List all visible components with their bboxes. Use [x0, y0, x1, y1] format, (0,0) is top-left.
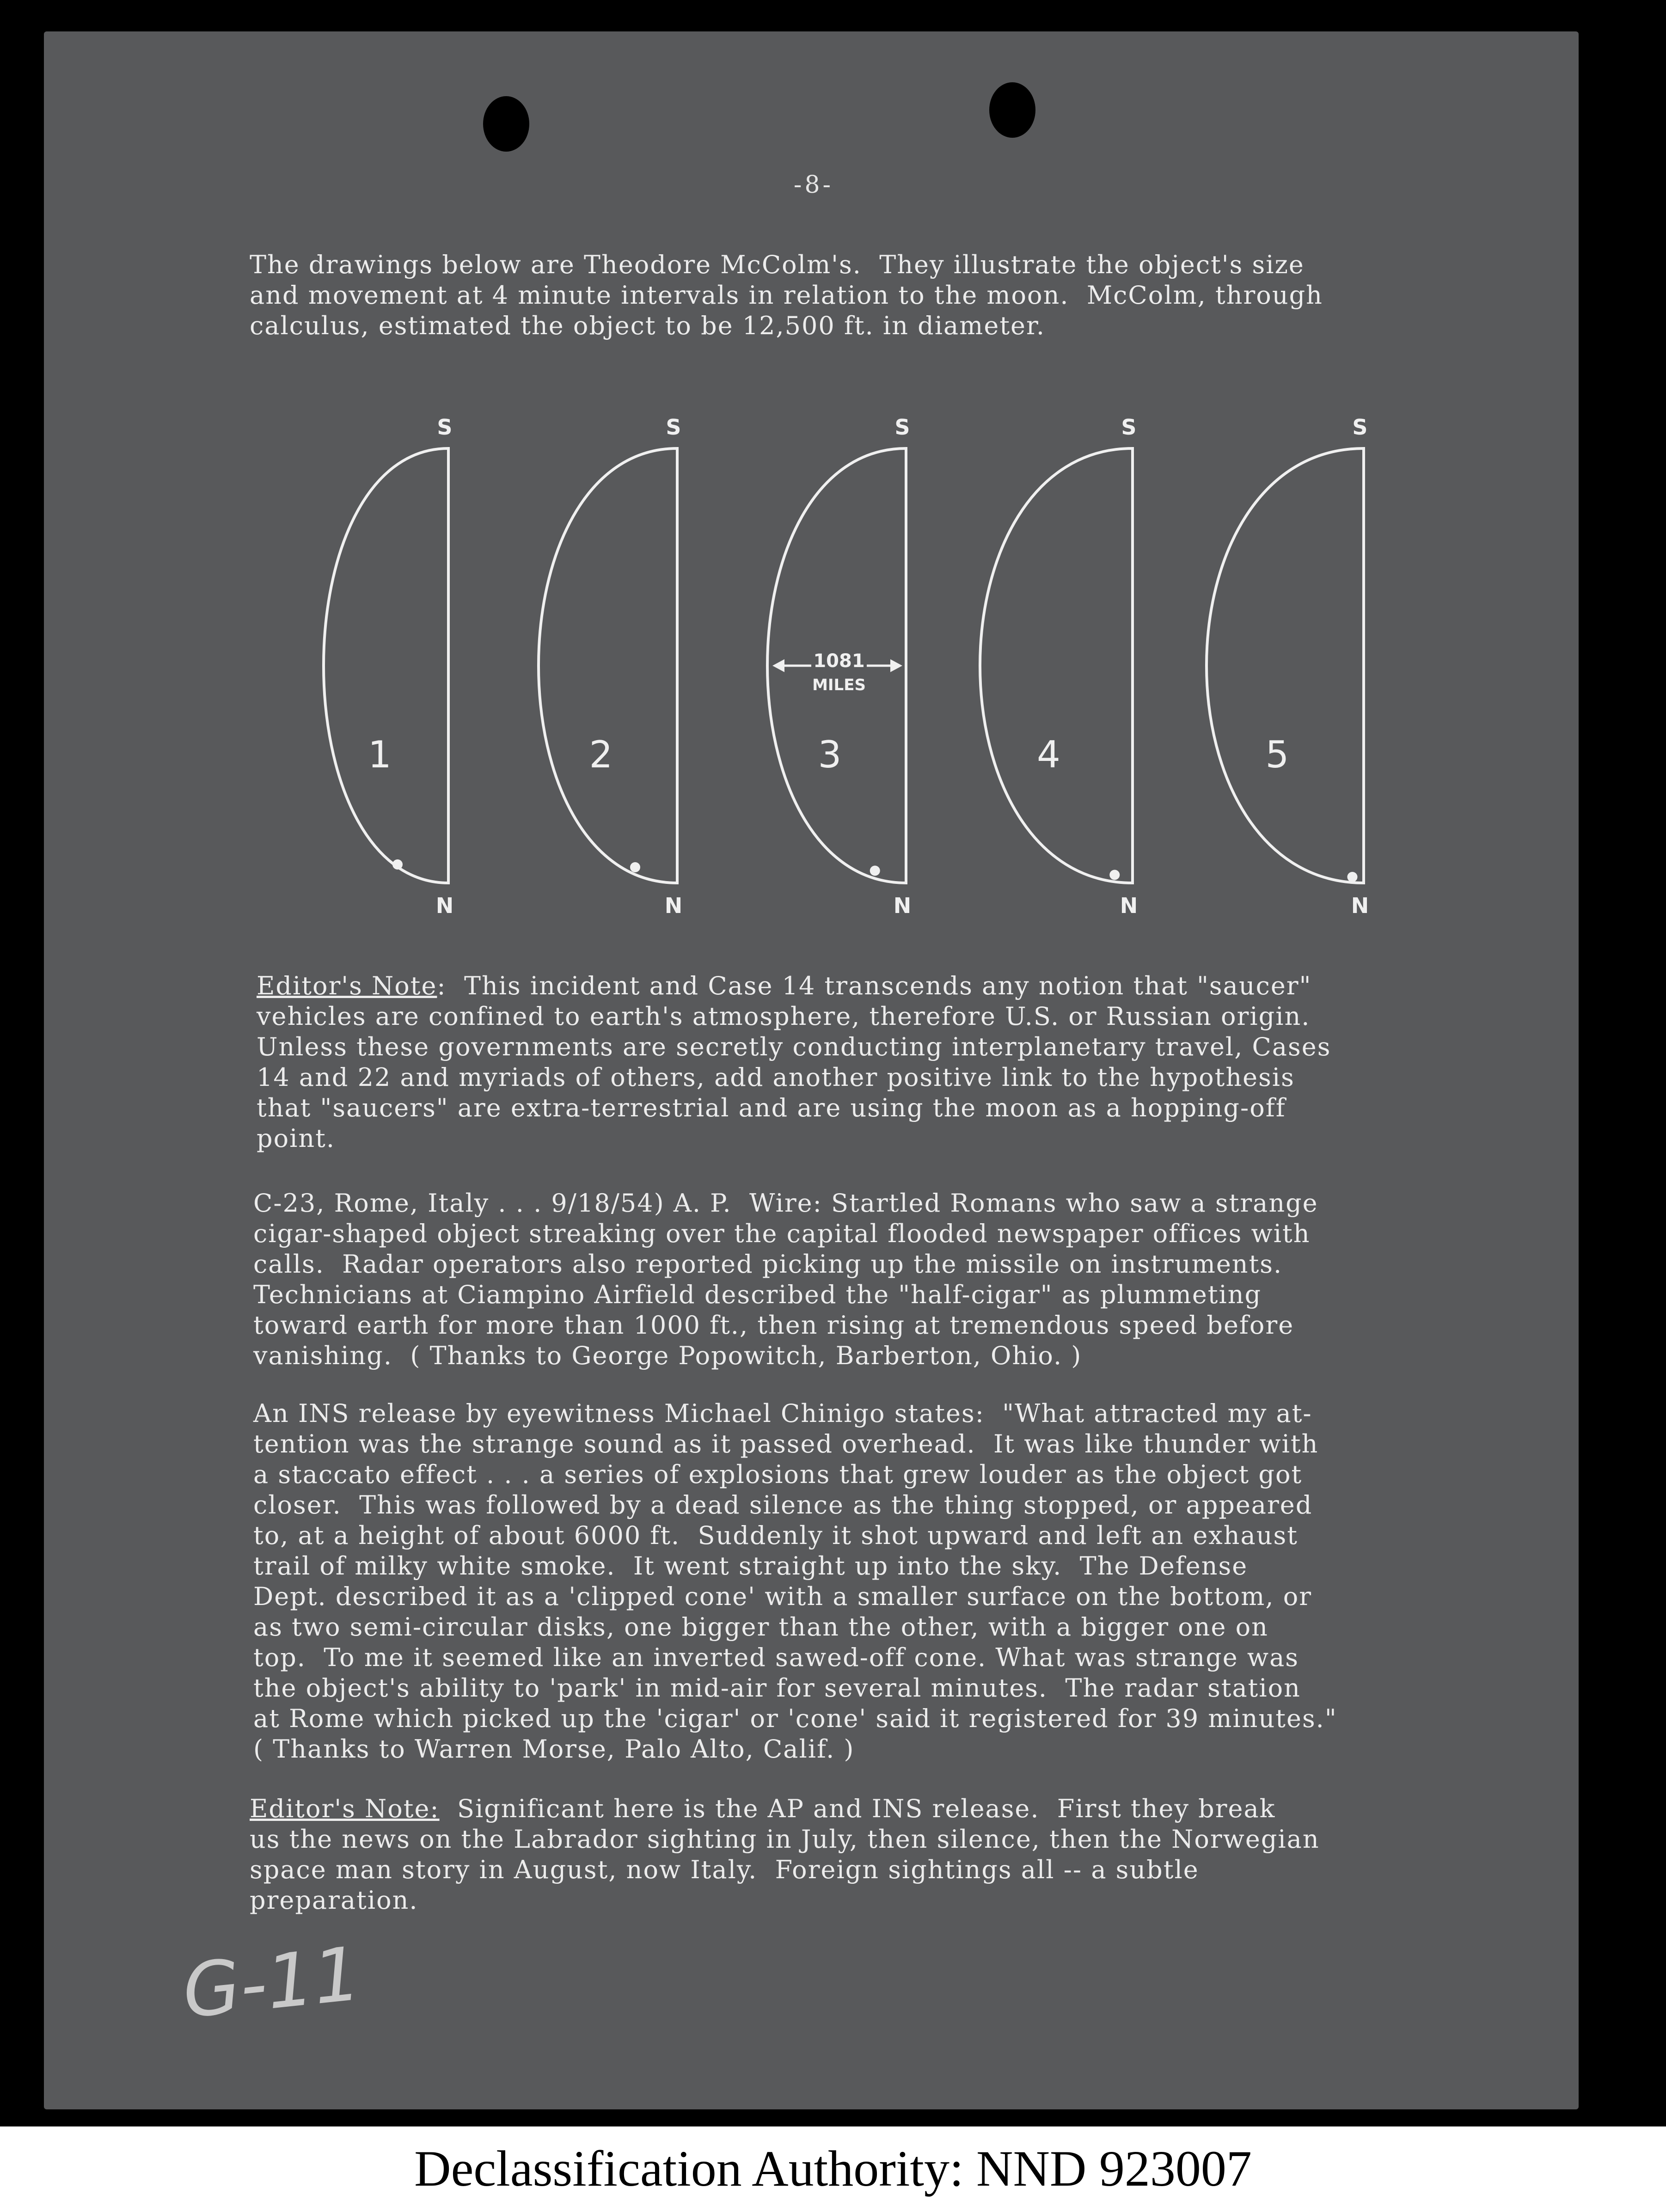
moon-outline-2	[539, 448, 677, 883]
object-dot	[1348, 872, 1358, 882]
south-label: S	[894, 415, 910, 440]
punch-hole-right	[989, 82, 1035, 138]
panel-number: 4	[1037, 733, 1060, 776]
north-label: N	[664, 893, 683, 918]
measure-unit: MILES	[812, 676, 866, 694]
editors-note-1-heading: Editor's Note	[257, 971, 437, 1000]
north-label: N	[1120, 893, 1138, 918]
editors-note-1	[257, 971, 1331, 1154]
object-dot	[392, 859, 403, 870]
ins-release-paragraph: An INS release by eyewitness Michael Chinigo states: "What attracted my at- tention was the strange sound as it passed overhead. It was like thunder with a staccato effect . . . a series of explosions that grew louder as the object got closer. This was followed by a dead silence as the thing stopped, or appeared to, at a height of about 6000 ft. Suddenly it shot upward and left an exhaust trail of milky white smoke. It went straight up into the sky. The Defense Dept. described it as a 'clipped cone' with a smaller surface on the bottom, or as two semi-circular disks, one bigger than the other, with a bigger one on top. To me it seemed like an inverted sawed-off cone. What was strange was the object's ability to 'park' in mid-air for several minutes. The radar station at Rome which picked up the 'cigar' or 'cone' said it registered for 39 minutes." ( Thanks to Warren Morse, Palo Alto, Calif. )	[253, 1399, 1337, 1764]
measure-value: 1081	[813, 650, 865, 672]
moon-outline-1	[324, 448, 448, 883]
editors-note-2-text: Significant here is the AP and INS release. First they break us the news on the Labrador sighting in July, then silence, then the Norwegian space man story in August, now Italy. Foreign sightings all -- a subtle preparation.	[250, 1794, 1320, 1915]
moon-transit-figure	[259, 407, 1433, 943]
moon-outline-4	[980, 448, 1133, 883]
handwritten-mark: G-11	[178, 1930, 365, 2035]
page-number: -8-	[793, 171, 834, 199]
north-label: N	[893, 893, 912, 918]
editors-note-2-heading: Editor's Note:	[250, 1794, 440, 1823]
north-label: N	[435, 893, 454, 918]
editors-note-1-text: : This incident and Case 14 transcends any notion that "saucer" vehicles are confined to earth's atmosphere, therefore U.S. or Russian origin. Unless these governments are secretly conducting interplanetary travel, Cases 14 and 22 and myriads of others, add another positive link to the hypothesis that "saucers" are extra-terrestrial and are using the moon as a hopping-off point.	[257, 971, 1331, 1153]
arrow-left-icon	[772, 659, 784, 672]
panel-number: 3	[818, 733, 842, 776]
punch-hole-left	[483, 96, 529, 152]
panel-number: 2	[589, 733, 613, 776]
south-label: S	[1121, 415, 1137, 440]
intro-paragraph: The drawings below are Theodore McColm's. They illustrate the object's size and movement at 4 minute intervals in relation to the moon. McColm, through calculus, estimated the object to be 12,500 ft. in diameter.	[250, 250, 1323, 340]
panel-number: 5	[1265, 733, 1289, 776]
north-label: N	[1351, 893, 1369, 918]
south-label: S	[666, 415, 681, 440]
south-label: S	[437, 415, 453, 440]
south-label: S	[1352, 415, 1368, 440]
object-dot	[870, 866, 880, 876]
panel-number: 1	[368, 733, 392, 776]
moon-outline-5	[1207, 448, 1364, 883]
object-dot	[1109, 870, 1120, 880]
footer-band	[0, 2126, 1666, 2212]
case-c23-paragraph: C-23, Rome, Italy . . . 9/18/54) A. P. Wire: Startled Romans who saw a strange cigar-shaped object streaking over the capital flooded newspaper offices with calls. Radar operators also reported picking up the missile on instruments. Technicians at Ciampino Airfield described the "half-cigar" as plummeting toward earth for more than 1000 ft., then rising at tremendous speed before vanishing. ( Thanks to George Popowitch, Barberton, Ohio. )	[253, 1189, 1318, 1370]
object-dot	[630, 862, 640, 872]
declassification-footer: Declassification Authority: NND 923007	[414, 2140, 1252, 2197]
arrow-right-icon	[890, 659, 902, 672]
editors-note-2	[250, 1794, 1320, 1916]
